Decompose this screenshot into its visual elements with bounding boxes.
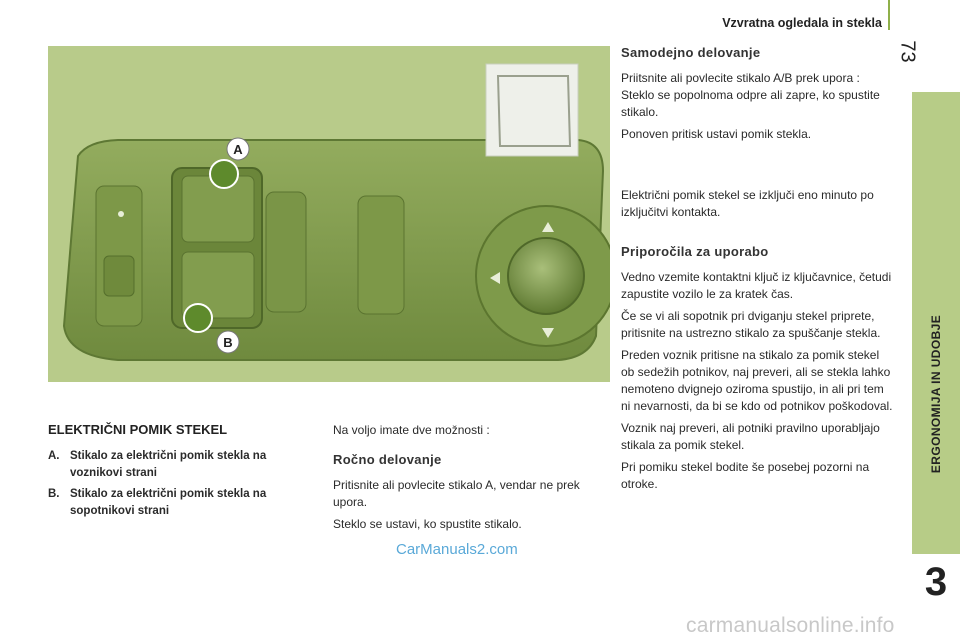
advice-paragraph: Pri pomiku stekel bodite še posebej pozorni na otroke. <box>621 460 870 491</box>
dot-icon <box>118 211 124 217</box>
list-text: Stikalo za električni pomik stekla na voznikovi strani <box>70 450 267 479</box>
advice-paragraph: Preden voznik pritisne na stikalo za pomik stekel ob sedežih potnikov, naj preveri, ali se stekla lahko nemoteno dvignejo oziroma spustijo, in ali pri tem ni nevarnosti, da bi se kdo od potnikov poškodoval. <box>621 348 893 413</box>
arrow-down-callout-icon <box>210 160 238 188</box>
manual-heading: Ročno delovanje <box>333 452 442 467</box>
list-item <box>48 448 310 482</box>
section-title: Vzvratna ogledala in stekla <box>722 16 882 30</box>
chapter-label: ERGONOMIJA IN UDOBJE <box>929 314 943 474</box>
list-text: Stikalo za električni pomik stekla na sopotnikovi strani <box>70 488 267 517</box>
advice-paragraph: Če se vi ali sopotnik pri dviganju stekel priprete, pritisnite na ustrezno stikalo za spuščanje stekla. <box>621 309 881 340</box>
list-key: B. <box>48 488 60 500</box>
advice-paragraph: Voznik naj preveri, ali potniki pravilno uporabljajo stikala za pomik stekel. <box>621 421 880 452</box>
manual-section <box>333 422 595 538</box>
callout-a-label: A <box>233 142 243 157</box>
intro-text: Na voljo imate dve možnosti : <box>333 423 490 437</box>
main-heading: ELEKTRIČNI POMIK STEKEL <box>48 422 228 437</box>
header-divider <box>888 0 890 30</box>
watermark-carmanuals2: CarManuals2.com <box>396 541 518 558</box>
auto-paragraph: Priitsnite ali povlecite stikalo A/B prek upora : Steklo se popolnoma odpre ali zapre, ko spustite stikalo. <box>621 71 880 119</box>
callout-b-label: B <box>223 335 233 350</box>
auto-heading: Samodejno delovanje <box>621 45 761 60</box>
manual-paragraph: Steklo se ustavi, ko spustite stikalo. <box>333 517 522 531</box>
list-item <box>48 486 310 520</box>
arrow-up-callout-icon <box>184 304 212 332</box>
auto-paragraph: Ponoven pritisk ustavi pomik stekla. <box>621 127 812 141</box>
auto-section <box>621 44 893 498</box>
advice-heading: Priporočila za uporabo <box>621 244 769 259</box>
advice-paragraph: Vedno vzemite kontaktni ključ iz ključavnice, četudi zapustite vozilo le za kratek čas. <box>621 270 892 301</box>
chapter-number: 3 <box>924 560 948 604</box>
window-switch-photo <box>48 46 610 382</box>
lock-switch-icon <box>104 256 134 296</box>
mirror-knob <box>508 238 584 314</box>
manual-paragraph: Pritisnite ali povlecite stikalo A, vendar ne prek upora. <box>333 478 580 509</box>
auto-paragraph: Električni pomik stekel se izključi eno minuto po izključitvi kontakta. <box>621 188 874 219</box>
page-number: 73 <box>896 40 919 63</box>
list-key: A. <box>48 450 60 462</box>
watermark-carmanualsonline: carmanualsonline.info <box>686 614 895 637</box>
switch-list <box>48 448 310 524</box>
